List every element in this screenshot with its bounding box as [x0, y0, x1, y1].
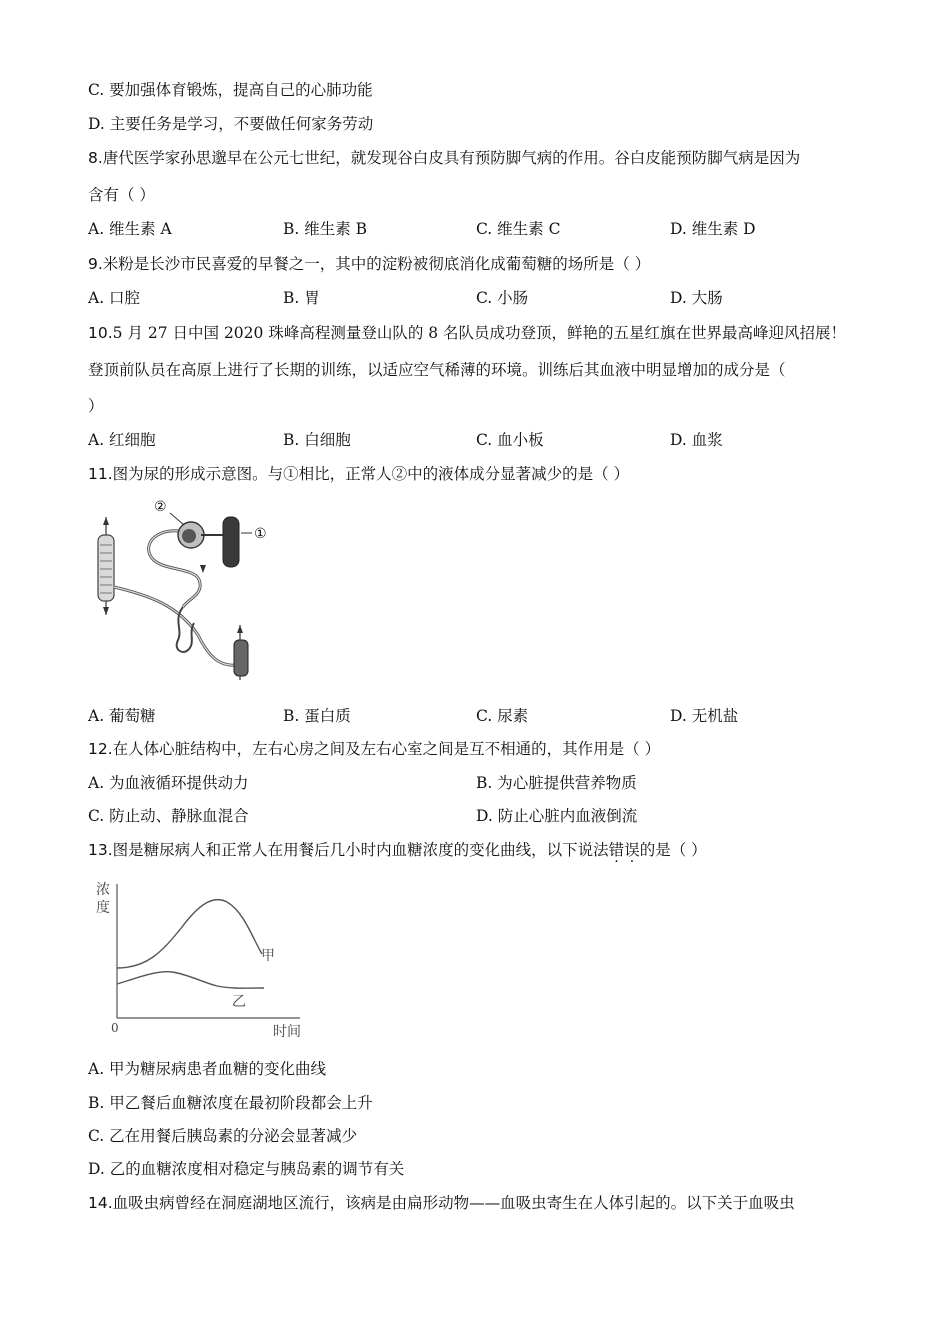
- q14-stem: [88, 1193, 795, 1213]
- q8-stem-line1: [88, 148, 800, 168]
- y-axis-label-1: 浓: [96, 882, 110, 898]
- q11-option-b: B. 蛋白质: [283, 707, 351, 725]
- q8-text1: 唐代医学家孙思邈早在公元七世纪，就发现谷白皮具有预防脚气病的作用。谷白皮能预防脚气病是因为: [102, 149, 801, 167]
- q9-option-a: A. 口腔: [88, 289, 141, 307]
- q13-text-pre: 图是糖尿病人和正常人在用餐后几小时内血糖浓度的变化曲线，以下说法: [112, 841, 609, 859]
- q8-option-c: C. 维生素 C: [476, 220, 561, 238]
- arrow-up-icon: [237, 625, 243, 633]
- label-1: ①: [254, 526, 267, 542]
- q9-stem: [88, 254, 650, 274]
- q8-option-b: B. 维生素 B: [283, 220, 368, 238]
- q13-option-a: A. 甲为糖尿病患者血糖的变化曲线: [88, 1060, 327, 1078]
- flow-arrow-icon: [200, 565, 206, 573]
- q12-option-b: B. 为心脏提供营养物质: [476, 774, 637, 792]
- y-axis-label-2: 度: [96, 900, 110, 916]
- x-axis-label: 时间: [273, 1024, 301, 1040]
- q13-emphasis-1: 错: [608, 841, 625, 859]
- q11-option-c: C. 尿素: [476, 707, 529, 725]
- curve-jia-label: 甲: [261, 948, 275, 964]
- q11-option-a: A. 葡萄糖: [88, 707, 156, 725]
- q12-option-c: C. 防止动、静脉血混合: [88, 807, 249, 825]
- q8-number: 8.: [88, 149, 103, 167]
- q14-text: 血吸虫病曾经在洞庭湖地区流行，该病是由扁形动物——血吸虫寄生在人体引起的。以下关于血吸虫: [112, 1194, 795, 1212]
- origin-label: 0: [111, 1021, 119, 1035]
- q13-number: 13.: [88, 841, 113, 859]
- curve-yi-label: 乙: [232, 994, 246, 1010]
- q12-text: 在人体心脏结构中，左右心房之间及左右心室之间是互不相通的，其作用是（ ）: [112, 740, 661, 758]
- q10-number: 10.: [88, 324, 113, 342]
- arrow-up-icon: [103, 517, 109, 525]
- q7-option-d: D. 主要任务是学习，不要做任何家务劳动: [88, 115, 374, 133]
- q12-stem: [88, 739, 660, 759]
- label-2: ②: [154, 499, 167, 515]
- q11-stem: [88, 464, 629, 484]
- q7-option-c: C. 要加强体育锻炼，提高自己的心肺功能: [88, 81, 373, 99]
- q13-option-b: B. 甲乙餐后血糖浓度在最初阶段都会上升: [88, 1094, 373, 1112]
- q11-option-d: D. 无机盐: [670, 707, 739, 725]
- curve-jia: [117, 900, 262, 968]
- q9-option-c: C. 小肠: [476, 289, 529, 307]
- q10-option-c: C. 血小板: [476, 431, 544, 449]
- q9-option-b: B. 胃: [283, 289, 320, 307]
- bottom-capillary: [234, 640, 248, 676]
- q13-stem: [88, 840, 707, 860]
- q10-stem-line3: ）: [88, 397, 104, 415]
- curve-yi: [117, 972, 264, 988]
- collecting-duct: [114, 587, 238, 665]
- q12-option-a: A. 为血液循环提供动力: [88, 774, 249, 792]
- q10-option-b: B. 白细胞: [283, 431, 351, 449]
- q8-option-d: D. 维生素 D: [670, 220, 756, 238]
- renal-vessel-1: [223, 517, 239, 567]
- q10-stem-line1: [88, 323, 846, 343]
- q12-option-d: D. 防止心脏内血液倒流: [476, 807, 638, 825]
- label-2-leader: [170, 513, 184, 525]
- nephron-diagram: [88, 495, 288, 685]
- q10-stem-line2: 登顶前队员在高原上进行了长期的训练，以适应空气稀薄的环境。训练后其血液中明显增加的成分是（: [88, 361, 786, 379]
- q8-option-a: A. 维生素 A: [88, 220, 172, 238]
- q13-emphasis-2: 误: [624, 841, 640, 859]
- loop-of-henle: [177, 607, 194, 652]
- q10-text1: 5 月 27 日中国 2020 珠峰高程测量登山队的 8 名队员成功登顶，鲜艳的五星红旗在世界最高峰迎风招展！: [112, 324, 847, 342]
- q9-text: 米粉是长沙市民喜爱的早餐之一，其中的淀粉被彻底消化成葡萄糖的场所是（ ）: [102, 255, 651, 273]
- q9-number: 9.: [88, 255, 103, 273]
- q13-option-d: D. 乙的血糖浓度相对稳定与胰岛素的调节有关: [88, 1160, 405, 1178]
- q10-option-a: A. 红细胞: [88, 431, 156, 449]
- glucose-curve-chart: [92, 872, 322, 1042]
- q13-option-c: C. 乙在用餐后胰岛素的分泌会显著减少: [88, 1127, 358, 1145]
- arrow-down-icon: [103, 607, 109, 615]
- glomerulus: [182, 529, 196, 543]
- q8-stem-line2: 含有（ ）: [88, 186, 155, 204]
- q11-text: 图为尿的形成示意图。与①相比，正常人②中的液体成分显著减少的是（ ）: [112, 465, 630, 483]
- q12-number: 12.: [88, 740, 113, 758]
- q14-number: 14.: [88, 1194, 113, 1212]
- q9-option-d: D. 大肠: [670, 289, 723, 307]
- q10-option-d: D. 血浆: [670, 431, 723, 449]
- q13-text-post: 的是（ ）: [639, 841, 707, 859]
- q11-number: 11.: [88, 465, 113, 483]
